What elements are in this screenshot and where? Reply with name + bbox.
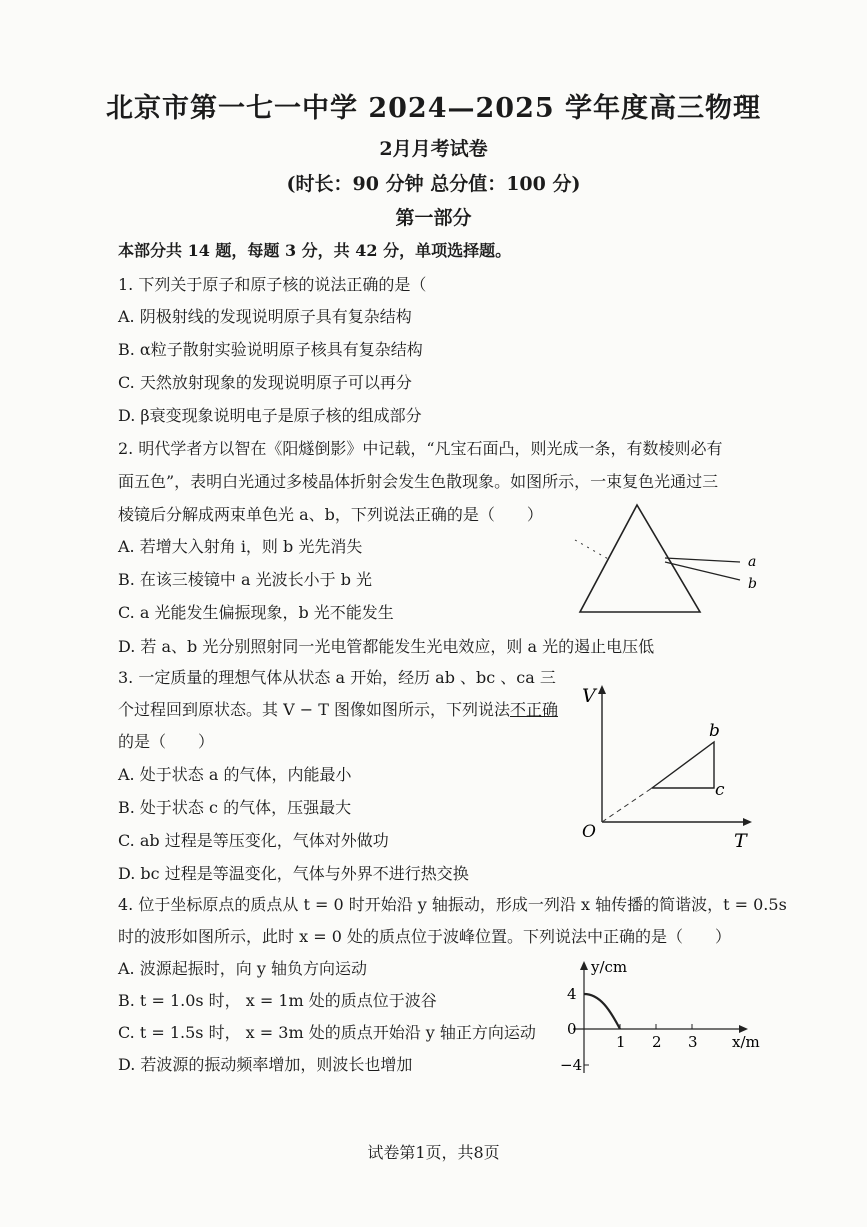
wave-graph	[555, 955, 770, 1080]
t-axis-label: T	[734, 830, 747, 852]
q3-stem-line1: 3. 一定质量的理想气体从状态 a 开始，经历 ab 、bc 、ca 三	[118, 668, 556, 687]
x-tick-2: 2	[652, 1033, 662, 1051]
q4-option-c: C. t = 1.5s 时， x = 3m 处的质点开始沿 y 轴正方向运动	[118, 1023, 536, 1042]
extension-line	[602, 788, 652, 822]
q1-option-c: C. 天然放射现象的发现说明原子可以再分	[118, 373, 412, 392]
q3-emphasis: 不正确	[509, 700, 558, 719]
q3-stem-line3: 的是（ ）	[118, 732, 215, 751]
x-axis-arrow	[739, 1025, 748, 1033]
q1-option-a: A. 阴极射线的发现说明原子具有复杂结构	[118, 307, 412, 326]
q4-option-a: A. 波源起振时，向 y 轴负方向运动	[118, 959, 367, 978]
abc-cycle	[652, 742, 714, 788]
q1-option-b: B. α粒子散射实验说明原子核具有复杂结构	[118, 340, 423, 359]
origin-label: O	[582, 822, 596, 842]
q1-option-d: D. β衰变现象说明电子是原子核的组成部分	[118, 406, 422, 425]
t-axis-arrow	[743, 818, 752, 826]
y-axis-arrow	[580, 961, 588, 970]
ray-a	[665, 558, 740, 562]
y-tick-4: 4	[567, 985, 577, 1003]
q4-option-b: B. t = 1.0s 时， x = 1m 处的质点位于波谷	[118, 991, 437, 1010]
incident-ray	[575, 540, 610, 560]
ray-b-label: b	[748, 576, 757, 592]
x-tick-3: 3	[688, 1033, 698, 1051]
q4-stem-line1: 4. 位于坐标原点的质点从 t = 0 时开始沿 y 轴振动，形成一列沿 x 轴传播的简谐波，t = 0.5s	[118, 895, 787, 914]
v-axis-arrow	[598, 685, 606, 694]
x-tick-1: 1	[616, 1033, 626, 1051]
q3-option-b: B. 处于状态 c 的气体，压强最大	[118, 798, 352, 817]
q4-option-d: D. 若波源的振动频率增加，则波长也增加	[118, 1055, 413, 1074]
q2-stem-line3: 棱镜后分解成两束单色光 a、b，下列说法正确的是（ ）	[118, 505, 543, 524]
exam-title: 北京市第一七一中学 2024—2025 学年度高三物理	[105, 93, 762, 124]
q3-stem-line2	[118, 697, 558, 720]
q2-option-a: A. 若增大入射角 i，则 b 光先消失	[118, 537, 363, 556]
y-axis-label: y/cm	[591, 958, 628, 976]
y-tick-0: 0	[567, 1020, 577, 1038]
prism-figure	[565, 500, 775, 620]
q4-stem-line2: 时的波形如图所示，此时 x = 0 处的质点位于波峰位置。下列说法中正确的是（ ）	[118, 927, 731, 946]
q3-option-d: D. bc 过程是等温变化，气体与外界不进行热交换	[118, 864, 469, 883]
v-axis-label: V	[582, 685, 596, 707]
q2-option-d: D. 若 a、b 光分别照射同一光电管都能发生光电效应，则 a 光的遏止电压低	[118, 637, 655, 656]
exam-subtitle: 2月月考试卷	[379, 138, 488, 160]
q2-stem-line1: 2. 明代学者方以智在《阳燧倒影》中记载，“凡宝石面凸，则光成一条，有数棱则必有	[118, 439, 723, 458]
q3-option-a: A. 处于状态 a 的气体，内能最小	[118, 765, 352, 784]
y-tick-neg4: −4	[560, 1056, 583, 1074]
x-axis-label: x/m	[732, 1033, 760, 1051]
q3-stem-line2-pre: 个过程回到原状态。其 V − T 图像如图所示，下列说法	[118, 700, 510, 719]
q1-stem: 1. 下列关于原子和原子核的说法正确的是（	[118, 275, 427, 294]
q3-option-c: C. ab 过程是等压变化，气体对外做功	[118, 831, 389, 850]
state-c-label: c	[715, 780, 725, 800]
part-instructions: 本部分共 14 题，每题 3 分，共 42 分，单项选择题。	[118, 241, 512, 260]
state-b-label: b	[709, 721, 720, 741]
waveform	[584, 994, 620, 1029]
ray-a-label: a	[748, 554, 757, 570]
q2-stem-line2: 面五色”，表明白光通过多棱晶体折射会发生色散现象。如图所示，一束复色光通过三	[118, 472, 719, 491]
page-footer: 试卷第1页，共8页	[367, 1143, 500, 1162]
q2-option-c: C. a 光能发生偏振现象，b 光不能发生	[118, 603, 394, 622]
vt-graph	[572, 682, 782, 857]
q2-option-b: B. 在该三棱镜中 a 光波长小于 b 光	[118, 570, 373, 589]
exam-duration: (时长：90 分钟 总分值：100 分)	[286, 173, 581, 195]
part-heading: 第一部分	[395, 207, 472, 229]
